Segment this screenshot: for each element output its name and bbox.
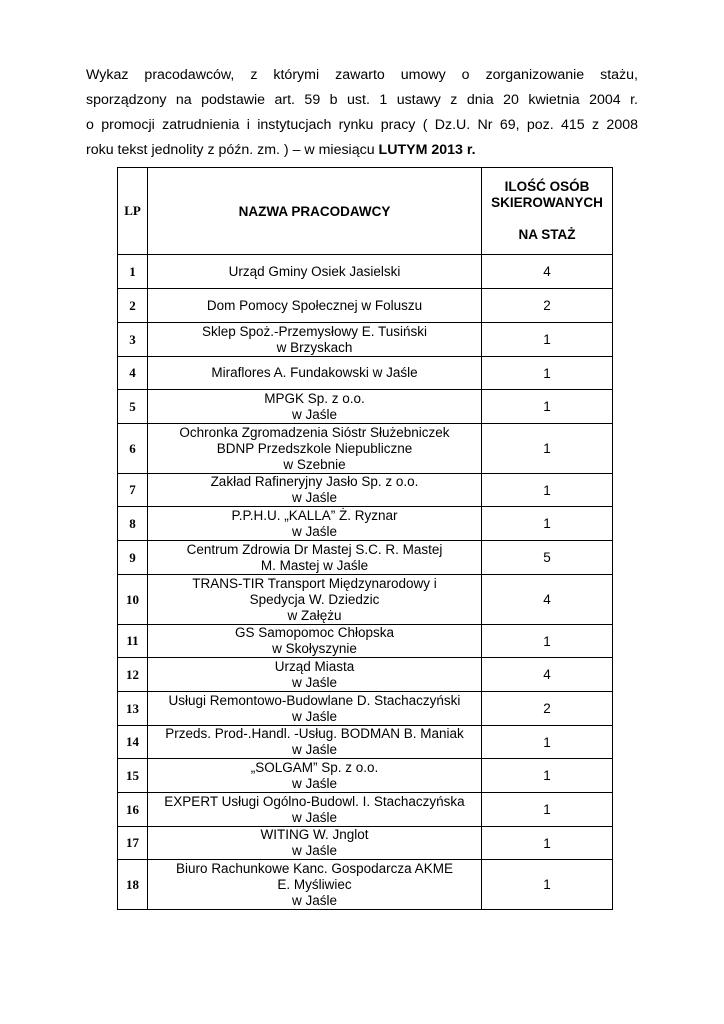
header-lp: LP	[118, 168, 148, 255]
intro-month: LUTYM 2013 r.	[378, 142, 476, 158]
row-intern-count: 1	[482, 726, 613, 759]
row-lp: 3	[118, 323, 148, 357]
header-count-line-3: NA STAŻ	[518, 227, 576, 242]
employer-name-line: Biuro Rachunkowe Kanc. Gospodarcza AKME	[176, 860, 453, 876]
row-employer-name	[148, 424, 482, 474]
table-header-row	[118, 168, 613, 255]
employer-name-line: WITING W. Jnglot	[260, 827, 369, 842]
table-row	[118, 692, 613, 726]
employer-name-line: Ochronka Zgromadzenia Sióstr Służebniczek	[179, 424, 450, 440]
row-intern-count: 1	[482, 424, 613, 474]
table-row	[118, 658, 613, 692]
intro-paragraph	[86, 63, 638, 163]
row-employer-name	[148, 759, 482, 793]
table-row	[118, 625, 613, 658]
employer-name-line: w Szebnie	[283, 456, 346, 472]
row-employer-name	[148, 474, 482, 507]
table-row	[118, 357, 613, 390]
row-lp: 9	[118, 541, 148, 575]
employer-name-line: Spedycja W. Dziedzic	[249, 591, 380, 607]
intro-line-4-text: roku tekst jednolity z późn. zm. ) – w miesiącu	[86, 142, 379, 158]
row-employer-name	[148, 860, 482, 910]
row-employer-name	[148, 289, 482, 323]
row-employer-name	[148, 507, 482, 541]
table-row	[118, 255, 613, 289]
table-row	[118, 726, 613, 759]
row-employer-name	[148, 793, 482, 827]
row-intern-count: 1	[482, 323, 613, 357]
intro-line-2: sporządzony na podstawie art. 59 b ust. 1 ustawy z dnia 20 kwietnia 2004 r.	[86, 92, 638, 108]
table-row	[118, 323, 613, 357]
employer-name-line: MPGK Sp. z o.o.	[264, 390, 365, 406]
employer-name-line: Usługi Remontowo-Budowlane D. Stachaczyński	[168, 692, 461, 708]
row-intern-count: 2	[482, 289, 613, 323]
table-row	[118, 507, 613, 541]
row-lp: 2	[118, 289, 148, 323]
row-lp: 15	[118, 759, 148, 793]
table-row	[118, 424, 613, 474]
employer-name-line: w Jaśle	[291, 708, 337, 724]
row-lp: 18	[118, 860, 148, 910]
row-lp: 6	[118, 424, 148, 474]
header-employer-name: NAZWA PRACODAWCY	[148, 168, 482, 255]
table-row	[118, 541, 613, 575]
header-count-line-1: ILOŚĆ OSÓB	[504, 179, 590, 194]
row-employer-name	[148, 658, 482, 692]
employer-name-line: Centrum Zdrowia Dr Mastej S.C. R. Mastej	[186, 541, 443, 557]
employer-name-line: w Brzyskach	[276, 339, 353, 355]
employer-name-line: w Jaśle	[291, 523, 337, 539]
row-intern-count: 2	[482, 692, 613, 726]
row-intern-count: 1	[482, 860, 613, 910]
employer-name-line: w Jaśle	[291, 406, 337, 422]
employer-name-line: „SOLGAM” Sp. z o.o.	[250, 759, 379, 775]
row-intern-count: 1	[482, 759, 613, 793]
employer-name-line: P.P.H.U. „KALLA” Ż. Ryznar	[231, 507, 398, 523]
row-employer-name	[148, 575, 482, 625]
employer-name-line: Miraflores A. Fundakowski w Jaśle	[211, 365, 418, 380]
row-employer-name	[148, 625, 482, 658]
row-intern-count: 1	[482, 474, 613, 507]
employer-name-line: Urząd Gminy Osiek Jasielski	[228, 263, 401, 279]
row-employer-name	[148, 323, 482, 357]
row-intern-count: 1	[482, 625, 613, 658]
table-row	[118, 474, 613, 507]
row-lp: 14	[118, 726, 148, 759]
row-intern-count: 1	[482, 793, 613, 827]
row-employer-name	[148, 390, 482, 424]
table-row	[118, 575, 613, 625]
row-intern-count: 1	[482, 390, 613, 424]
employer-name-line: Sklep Spoż.-Przemysłowy E. Tusiński	[201, 323, 428, 339]
employer-name-line: Przeds. Prod-.Handl. -Usług. BODMAN B. Maniak	[165, 726, 464, 741]
intro-line-4	[86, 138, 638, 163]
row-employer-name	[148, 357, 482, 390]
table-row	[118, 390, 613, 424]
row-lp: 12	[118, 658, 148, 692]
intro-line-1: Wykaz pracodawców, z którymi zawarto umowy o zorganizowanie stażu,	[86, 67, 638, 83]
row-lp: 11	[118, 625, 148, 658]
employer-name-line: w Jaśle	[291, 775, 337, 791]
employer-name-line: TRANS-TIR Transport Międzynarodowy i	[192, 575, 437, 591]
row-employer-name	[148, 541, 482, 575]
row-lp: 16	[118, 793, 148, 827]
employer-name-line: w Jaśle	[291, 742, 337, 757]
employer-name-line: GS Samopomoc Chłopska	[234, 625, 395, 640]
row-employer-name	[148, 692, 482, 726]
employer-name-line: Urząd Miasta	[274, 658, 355, 674]
row-lp: 10	[118, 575, 148, 625]
row-lp: 13	[118, 692, 148, 726]
employer-name-line: E. Myśliwiec	[277, 876, 352, 892]
employer-name-line: w Jaśle	[291, 490, 337, 505]
row-employer-name	[148, 726, 482, 759]
table-row	[118, 827, 613, 860]
row-intern-count: 5	[482, 541, 613, 575]
row-lp: 7	[118, 474, 148, 507]
table-row	[118, 793, 613, 827]
table-row	[118, 289, 613, 323]
intro-line-3: o promocji zatrudnienia i instytucjach rynku pracy ( Dz.U. Nr 69, poz. 415 z 2008	[86, 117, 638, 133]
employer-name-line: w Jaśle	[291, 843, 337, 858]
employer-name-line: w Jaśle	[291, 892, 337, 908]
employer-name-line: Zakład Rafineryjny Jasło Sp. z o.o.	[210, 474, 419, 489]
employer-name-line: w Jaśle	[291, 674, 337, 690]
row-intern-count: 4	[482, 255, 613, 289]
header-count-line-2: SKIEROWANYCH	[491, 195, 603, 210]
row-intern-count: 1	[482, 507, 613, 541]
row-employer-name	[148, 827, 482, 860]
row-intern-count: 4	[482, 575, 613, 625]
employer-name-line: Dom Pomocy Społecznej w Foluszu	[206, 297, 423, 313]
row-lp: 17	[118, 827, 148, 860]
row-lp: 1	[118, 255, 148, 289]
employer-name-line: BDNP Przedszkole Niepubliczne	[216, 440, 413, 456]
employer-name-line: w Załężu	[287, 607, 342, 623]
row-intern-count: 1	[482, 827, 613, 860]
header-count	[482, 168, 613, 255]
employer-name-line: EXPERT Usługi Ogólno-Budowl. I. Stachaczyńska	[164, 793, 465, 809]
row-lp: 8	[118, 507, 148, 541]
row-intern-count: 1	[482, 357, 613, 390]
table-row	[118, 759, 613, 793]
row-lp: 5	[118, 390, 148, 424]
employers-table	[117, 167, 613, 910]
employer-name-line: w Jaśle	[291, 809, 337, 825]
row-intern-count: 4	[482, 658, 613, 692]
table-row	[118, 860, 613, 910]
row-lp: 4	[118, 357, 148, 390]
row-employer-name	[148, 255, 482, 289]
employer-name-line: M. Mastej w Jaśle	[260, 557, 369, 573]
employer-name-line: w Skołyszynie	[272, 641, 357, 656]
